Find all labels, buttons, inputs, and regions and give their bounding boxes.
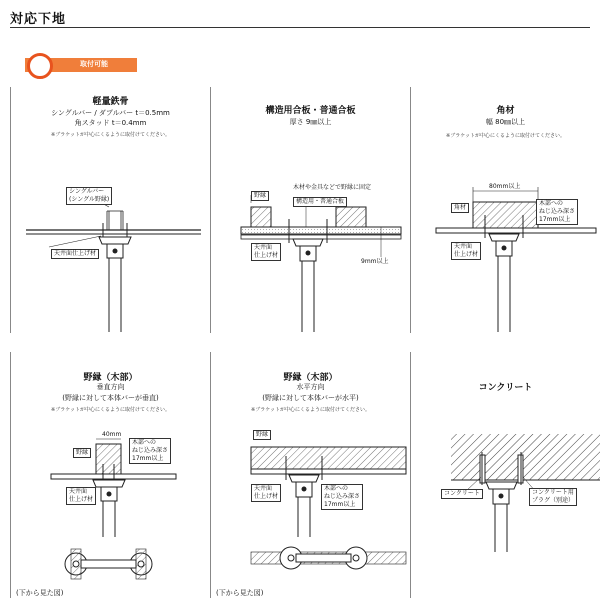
panel-nobuchi-vertical <box>11 352 210 598</box>
panel-plywood <box>211 87 410 333</box>
width-dim-label: 40mm <box>102 431 122 438</box>
circle-mark-icon <box>27 53 53 79</box>
panel-concrete <box>411 352 600 598</box>
panel-lumber <box>411 87 600 333</box>
panel-sub-1: 垂直方向 <box>96 383 125 391</box>
panel-note: ※ブラケットが中心にくるように取付けてください。 <box>251 407 370 413</box>
panel-title: 野縁（木部） <box>83 373 138 383</box>
screw-depth-label: 木部への ねじ込み深さ 17mm以上 <box>321 484 363 510</box>
panel-spec-1: シングルバー / ダブルバー t＝0.5mm <box>51 109 170 117</box>
plywood-label: 構造用・普通合板 <box>293 197 347 207</box>
panel-note: ※ブラケットが中心にくるように取付けてください。 <box>51 407 170 413</box>
plug-label: コンクリート用 プラグ（別途） <box>529 488 577 506</box>
panel-sub-2: (野縁に対して本体バーが垂直) <box>62 394 159 402</box>
panel-title: 角材 <box>496 106 515 116</box>
ceiling-finish-label: 天井面 仕上げ材 <box>451 242 481 260</box>
nobuchi-vertical-diagram <box>11 352 210 598</box>
panel-sub-2: (野縁に対して本体バーが水平) <box>262 394 359 402</box>
page-title: 対応下地 <box>10 12 67 27</box>
title-rule <box>10 27 590 28</box>
screw-depth-label: 木部への ねじ込み深さ 17mm以上 <box>536 199 578 225</box>
concrete-label: コンクリート <box>441 489 483 499</box>
panel-nobuchi-horizontal <box>211 352 410 598</box>
panel-title: コンクリート <box>478 383 533 393</box>
panel-title: 野縁（木部） <box>283 373 338 383</box>
panel-note: ※ブラケットが中心にくるように取付けてください。 <box>51 132 170 138</box>
light-steel-diagram <box>11 87 210 333</box>
ceiling-finish-label: 天井面 仕上げ材 <box>66 487 96 505</box>
mountable-badge-label: 取付可能 <box>80 60 108 68</box>
bottom-view-caption: (下から見た図) <box>216 589 264 597</box>
nobuchi-label: 野縁 <box>73 448 91 458</box>
fix-note-label: 木材や金具などで野縁に固定 <box>293 184 372 191</box>
thickness-dim-label: 9mm以上 <box>361 258 389 265</box>
lumber-label: 角材 <box>451 203 469 213</box>
screw-depth-label: 木部への ねじ込み深さ 17mm以上 <box>129 438 171 464</box>
ceiling-finish-label: 天井面仕上げ材 <box>51 249 99 259</box>
ceiling-finish-label: 天井面 仕上げ材 <box>251 243 281 261</box>
panel-note: ※ブラケットが中心にくるように取付けてください。 <box>446 133 565 139</box>
panel-spec-2: 角スタッド t＝0.4mm <box>74 119 147 127</box>
nobuchi-label: 野縁 <box>251 191 269 201</box>
panel-spec: 幅 80㎜以上 <box>485 118 526 126</box>
panel-title: 軽量鉄骨 <box>92 97 129 107</box>
bottom-view-caption: (下から見た図) <box>16 589 64 597</box>
panel-spec: 厚さ 9㎜以上 <box>289 118 332 126</box>
single-bar-label: シングルバー (シングル野縁) <box>66 187 112 205</box>
nobuchi-label: 野縁 <box>253 430 271 440</box>
concrete-diagram <box>411 352 600 598</box>
width-dim-label: 80mm以上 <box>489 183 521 190</box>
panel-sub-1: 水平方向 <box>296 383 325 391</box>
panel-title: 構造用合板・普通合板 <box>265 106 356 116</box>
nobuchi-horizontal-diagram <box>211 352 410 598</box>
panel-light-steel <box>11 87 210 333</box>
ceiling-finish-label: 天井面 仕上げ材 <box>251 484 281 502</box>
plywood-diagram <box>211 87 410 333</box>
